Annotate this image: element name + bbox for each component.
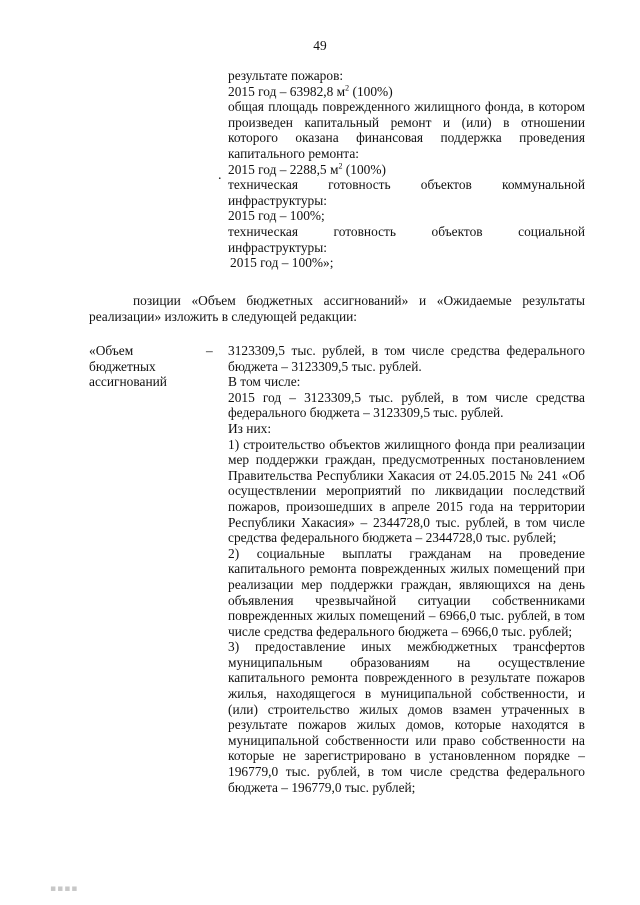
text-line: 2015 год – 100%; <box>228 208 325 224</box>
text-paragraph: общая площадь поврежденного жилищного фонда, в котором произведен капитальный ремонт и (или) в отношении которого оказана финансовая поддержка проведения капитального ремонта: <box>228 99 585 161</box>
area-line-2: 2015 год – 2288,5 $м^2$ (100%) <box>228 161 386 177</box>
area-suffix: (100%) <box>342 161 386 177</box>
area-suffix: (100%) <box>349 83 393 99</box>
budget-label: «Объем бюджетных ассигнований <box>89 343 167 390</box>
scan-footer-mark: ▪▪▪▪ <box>50 884 79 894</box>
text-line: 2015 год – 100%»; <box>230 255 334 271</box>
text-line: В том числе: <box>228 374 301 390</box>
budget-2015: 2015 год – 3123309,5 тыс. рублей, в том числе средства федерального бюджета – 3123309,5 тыс. рублей. <box>228 389 585 421</box>
text-paragraph: техническая готовность объектов социальной инфраструктуры: <box>228 223 585 255</box>
item-2: 2) социальные выплаты гражданам на проведение капитального ремонта поврежденных жилых помещений при реализации мер поддержки граждан, являющихся на день объявления чрезвычайной ситуации собственниками поврежденных жилых помещений – 6966,0 тыс. рублей, в том числе средства федерального бюджета – 6966,0 тыс. рублей; <box>228 545 585 639</box>
item-1: 1) строительство объектов жилищного фонда при реализации мер поддержки граждан, предусмотренных постановлением Правительства Республики Хакасия от 24.05.2015 № 241 «Об осуществлении мероприятий по ликвидации последствий пожаров, произошедших в апреле 2015 года на территории Республики Хакасия» – 2344728,0 тыс. рублей, в том числе средства федерального бюджета – 2344728,0 тыс. рублей; <box>228 436 585 546</box>
area-line-1: 2015 год – 63982,8 $м^2$ (100%) <box>228 83 393 99</box>
page-number: 49 <box>313 38 327 53</box>
budget-content <box>228 343 585 795</box>
text-line: результате пожаров: <box>228 68 344 83</box>
text-line: Из них: <box>228 420 272 436</box>
dash: – <box>206 343 213 358</box>
budget-total: 3123309,5 тыс. рублей, в том числе средства федерального бюджета – 3123309,5 тыс. рублей. <box>228 343 585 374</box>
previous-section-continuation <box>228 68 585 271</box>
positions-paragraph: позиции «Объем бюджетных ассигнований» и «Ожидаемые результаты реализации» изложить в следующей редакции: <box>89 293 585 324</box>
item-3: 3) предоставление иных межбюджетных трансфертов муниципальным образованиям на осуществление капитального ремонта поврежденного в результате пожаров жилья, находящегося в муниципальной собственности, и (или) строительство жилых домов взамен утраченных в результате пожаров жилых домов, которые находятся в муниципальной собственности или право собственности на которые не зарегистрировано в установленном порядке – 196779,0 тыс. рублей, в том числе средства федерального бюджета – 196779,0 тыс. рублей; <box>228 639 585 795</box>
text-paragraph: техническая готовность объектов коммунальной инфраструктуры: <box>228 177 585 208</box>
scan-speck: . <box>218 168 222 183</box>
